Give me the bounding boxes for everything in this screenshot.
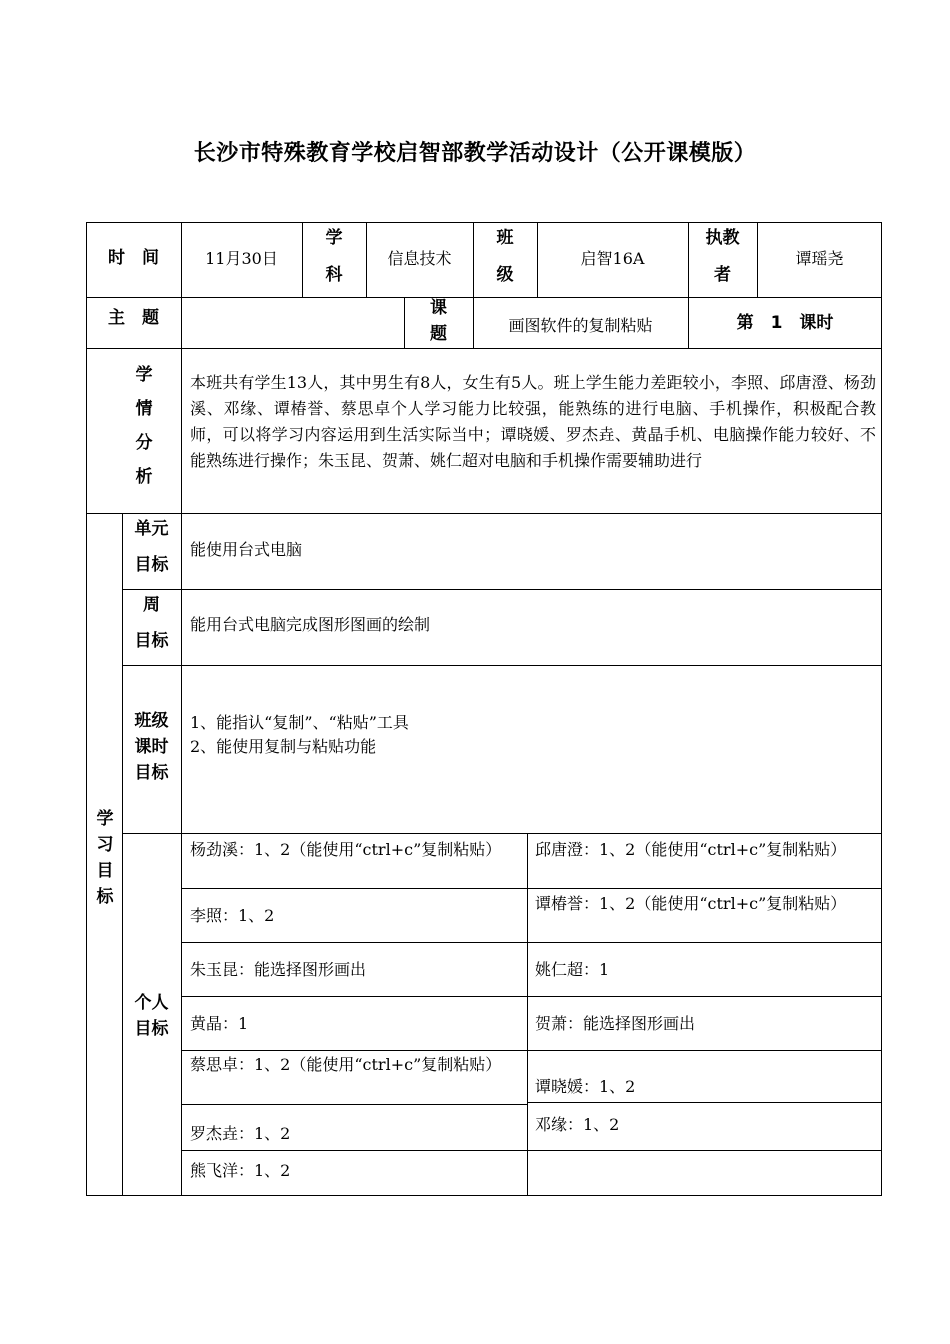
subject-label-1: 学 <box>325 228 343 248</box>
class-goal-line-2: 2、能使用复制与粘贴功能 <box>190 737 377 756</box>
lesson-value: 画图软件的复制粘贴 <box>508 316 653 335</box>
personal-label-1: 个人 <box>134 993 169 1013</box>
class-goal-label-3: 目标 <box>134 763 169 783</box>
week-label-1: 周 <box>143 595 160 615</box>
personal-goal-cell: 贺萧：能选择图形画出 <box>535 1014 696 1033</box>
personal-goal-cell: 李照：1、2 <box>190 906 275 925</box>
personal-goal-cell: 谭晓媛：1、2 <box>535 1077 636 1096</box>
personal-goal-cell: 邱唐澄：1、2（能使用“ctrl+c”复制粘贴） <box>535 840 847 859</box>
personal-label-2: 目标 <box>134 1019 169 1039</box>
teacher-label-2: 者 <box>714 265 731 285</box>
teacher-label-1: 执教 <box>705 228 740 248</box>
lesson-label-2: 题 <box>430 324 447 344</box>
date-value: 11月30日 <box>205 249 278 268</box>
class-label-1: 班 <box>496 228 514 248</box>
personal-goal-cell: 朱玉昆：能选择图形画出 <box>190 960 367 979</box>
analysis-label: 学 情 分 析 <box>135 365 153 487</box>
analysis-text: 本班共有学生13人，其中男生有8人，女生有5人。班上学生能力差距较小，李照、邱唐澄、杨劲溪、邓缘、谭椿誉、蔡思卓个人学习能力比较强，能熟练的进行电脑、手机操作，积极配合教师，可以将学习内容运用到生活实际当中；谭晓媛、罗杰垚、黄晶手机、电脑操作能力较好、不能熟练进行操作；朱玉昆、贺萧、姚仁超对电脑和手机操作需要辅助进行 <box>190 373 876 470</box>
unit-label-2: 目标 <box>134 555 169 575</box>
week-goal: 能用台式电脑完成图形图画的绘制 <box>190 615 431 634</box>
personal-goal-cell: 黄晶：1 <box>190 1014 249 1033</box>
subject-label-2: 科 <box>325 265 343 285</box>
class-goal-label-2: 课时 <box>134 737 169 757</box>
week-label-2: 目标 <box>134 631 169 651</box>
personal-goal-cell: 蔡思卓：1、2（能使用“ctrl+c”复制粘贴） <box>190 1055 502 1074</box>
personal-goal-cell: 邓缘：1、2 <box>535 1115 620 1134</box>
class-value: 启智16A <box>580 249 645 268</box>
unit-label-1: 单元 <box>134 519 169 539</box>
class-goal-line-1: 1、能指认“复制”、“粘贴”工具 <box>190 713 409 732</box>
personal-goal-cell: 熊飞洋：1、2 <box>190 1161 291 1180</box>
goals-section-label: 学 习 目 标 <box>96 809 114 907</box>
class-label-2: 级 <box>496 265 514 285</box>
subject-value: 信息技术 <box>387 249 452 268</box>
personal-goal-cell: 罗杰垚：1、2 <box>190 1124 291 1143</box>
personal-goal-cell: 杨劲溪：1、2（能使用“ctrl+c”复制粘贴） <box>190 840 502 859</box>
time-label: 时 间 <box>108 248 159 268</box>
period-value: 第 1 课时 <box>736 313 834 333</box>
lesson-label-1: 课 <box>430 298 447 318</box>
personal-goal-cell: 姚仁超：1 <box>535 960 610 979</box>
class-goal-label-1: 班级 <box>134 711 169 731</box>
theme-label: 主 题 <box>108 308 159 328</box>
teacher-value: 谭瑶尧 <box>795 249 844 268</box>
page-title: 长沙市特殊教育学校启智部教学活动设计（公开课模版） <box>193 141 757 166</box>
unit-goal: 能使用台式电脑 <box>190 540 303 559</box>
personal-goal-cell: 谭椿誉：1、2（能使用“ctrl+c”复制粘贴） <box>535 894 847 913</box>
